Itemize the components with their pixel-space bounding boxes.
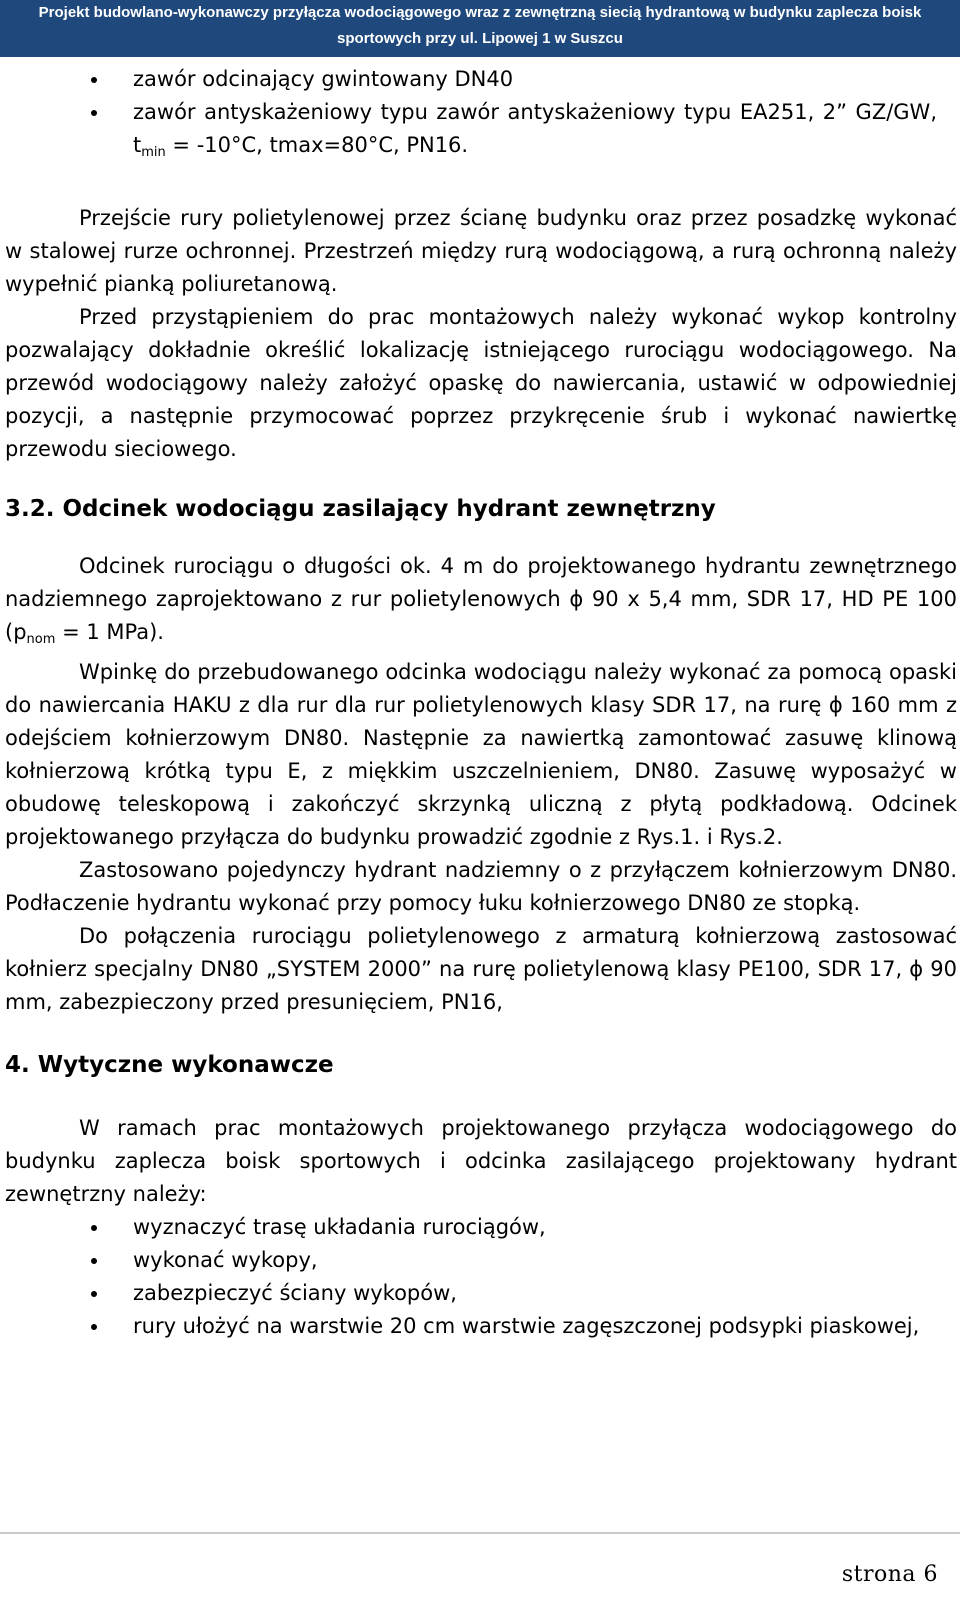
header-line-2: sportowych przy ul. Lipowej 1 w Suszcu [337, 30, 623, 47]
paragraph: Wpinkę do przebudowanego odcinka wodociągu należy wykonać za pomocą opaski do nawiercania HAKU z dla rur dla rur polietylenowych klasy SDR 17, na rurę ϕ 160 mm z odejściem kołnierzowym DN80. Następnie za nawiertką zamontować zasuwę klinową kołnierzową krótką typu E, z miękkim uszczelnieniem, DN80. Zasuwę wyposażyć w obudowę teleskopową i zakończyć skrzynką uliczną z płytą podkładową. Odcinek projektowanego przyłącza do budynku prowadzić zgodnie z Rys.1. i Rys.2. [5, 660, 957, 849]
page-header [0, 0, 960, 57]
paragraph: Przejście rury polietylenowej przez ścianę budynku oraz przez posadzkę wykonać w stalowej rurze ochronnej. Przestrzeń między rurą wodociągową, a rurą ochronną należy wypełnić pianką poliuretanową. [5, 206, 957, 296]
header-line-1: Projekt budowlano-wykonawczy przyłącza wodociągowego wraz z zewnętrzną siecią hydrantową w budynku zaplecza boisk [38, 4, 922, 21]
footer-divider [0, 1532, 960, 1534]
list-item: zawór antyskażeniowy typu zawór antyskażeniowy typu EA251, 2” GZ/GW, $t_{min} = -10^\circ C$, tmax=80°C, PN16. [5, 96, 957, 169]
paragraph: Do połączenia rurociągu polietylenowego z armaturą kołnierzową zastosować kołnierz specjalny DN80 „SYSTEM 2000” na rurę polietylenową klasy PE100, SDR 17, ϕ 90 mm, zabezpieczony przed presunięciem, PN16, [5, 924, 957, 1014]
bullet-list-top [5, 63, 957, 169]
paragraph: Zastosowano pojedynczy hydrant nadziemny o z przyłączem kołnierzowym DN80. Podłaczenie hydrantu wykonać przy pomocy łuku kołnierzowego DN80 ze stopką. [5, 858, 957, 915]
section-heading-4: 4. Wytyczne wykonawcze [5, 1052, 334, 1078]
document-body [5, 63, 957, 1343]
paragraph: Odcinek rurociągu o długości ok. 4 m do projektowanego hydrantu zewnętrznego nadziemnego zaprojektowano z rur polietylenowych ϕ 90 x 5,4 mm, SDR 17, HD PE 100 ($p_{nom} = 1$ MPa). [5, 554, 957, 647]
paragraph: Przed przystąpieniem do prac montażowych należy wykonać wykop kontrolny pozwalający dokładnie określić lokalizację istniejącego rurociągu wodociągowego. Na przewód wodociągowy należy założyć opaskę do nawiercania, ustawić w odpowiedniej pozycji, a następnie przymocować poprzez przykręcenie śrub i wykonać nawiertkę przewodu sieciowego. [5, 305, 957, 461]
list-item: wykonać wykopy, [5, 1244, 957, 1277]
list-item: zawór odcinający gwintowany DN40 [5, 63, 957, 96]
list-item: rury ułożyć na warstwie 20 cm warstwie zagęszczonej podsypki piaskowej, [5, 1310, 957, 1343]
section-heading-3-2: 3.2. Odcinek wodociągu zasilający hydrant zewnętrzny [5, 496, 716, 522]
bullet-list-tasks [5, 1211, 957, 1343]
paragraph: W ramach prac montażowych projektowanego przyłącza wodociągowego do budynku zaplecza boisk sportowych i odcinka zasilającego projektowany hydrant zewnętrzny należy: [5, 1116, 957, 1206]
page-number: strona 6 [841, 1562, 938, 1587]
list-item: wyznaczyć trasę układania rurociągów, [5, 1211, 957, 1244]
list-item: zabezpieczyć ściany wykopów, [5, 1277, 957, 1310]
